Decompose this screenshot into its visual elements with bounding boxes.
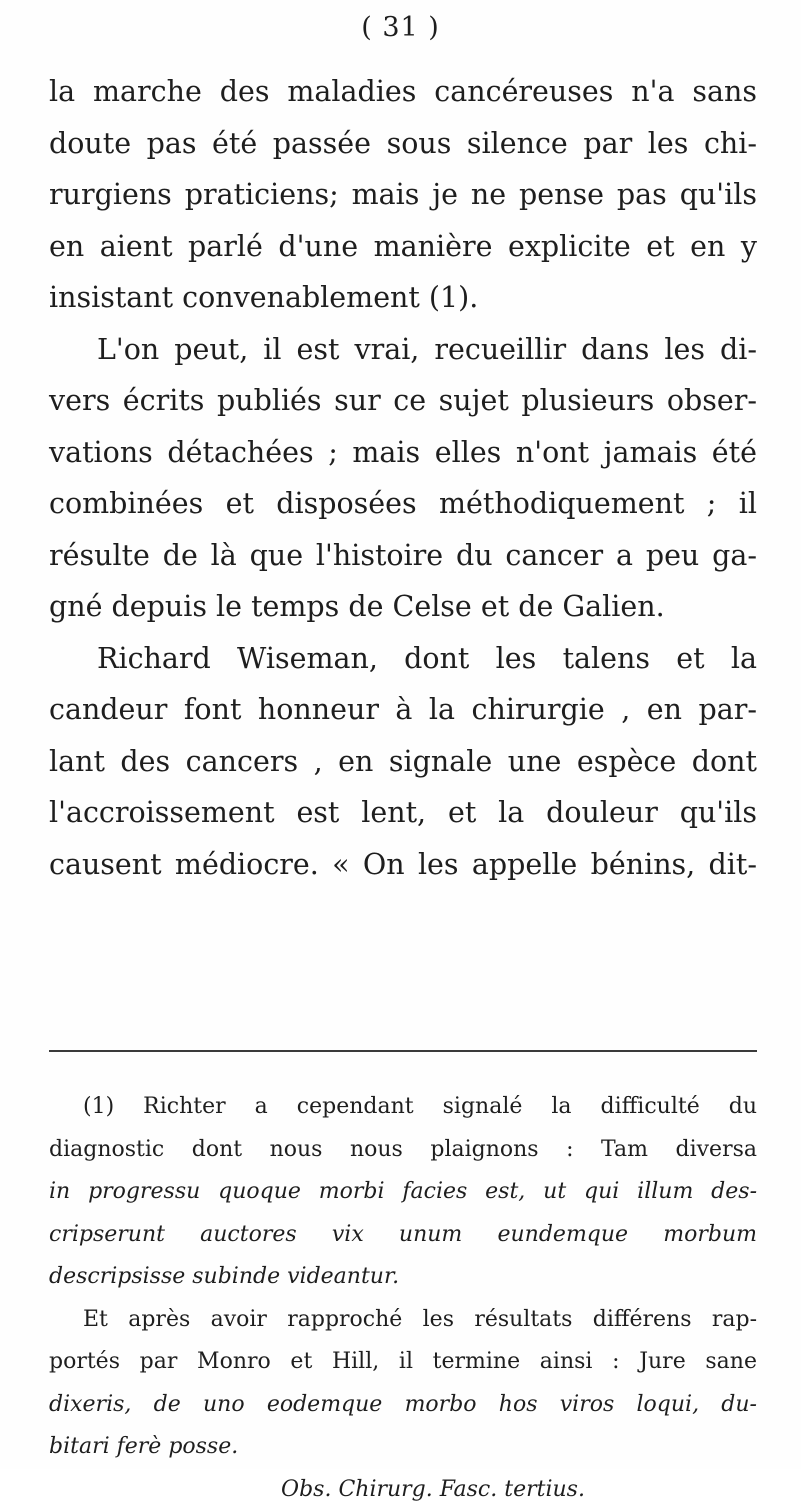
footnote <box>49 1086 757 1511</box>
body-line: lant des cancers , en signale une espèce dont <box>49 736 757 788</box>
body-line-wiseman: Richard Wiseman, dont les talens et la <box>49 633 757 685</box>
body-line: la marche des maladies cancéreuses n'a sans <box>49 66 757 118</box>
body-line: l'accroissement est lent, et la douleur qu'ils <box>49 787 757 839</box>
footnote-line: (1) Richter a cependant signalé la difficulté du <box>49 1086 757 1129</box>
body-line: candeur font honneur à la chirurgie , en par- <box>49 684 757 736</box>
footnote-line: bitari ferè posse. <box>49 1426 757 1469</box>
footnote-line: descripsisse subinde videantur. <box>49 1256 757 1299</box>
body-line: résulte de là que l'histoire du cancer a peu ga- <box>49 530 757 582</box>
footnote-line: Et après avoir rapproché les résultats différens rap- <box>49 1299 757 1342</box>
body-line: rurgiens praticiens; mais je ne pense pas qu'ils <box>49 169 757 221</box>
body-line: vations détachées ; mais elles n'ont jamais été <box>49 427 757 479</box>
footnote-line: in progressu quoque morbi facies est, ut qui illum des- <box>49 1171 757 1214</box>
body-line: combinées et disposées méthodiquement ; il <box>49 478 757 530</box>
page-number: ( 31 ) <box>0 12 801 43</box>
body-line: en aient parlé d'une manière explicite et en y <box>49 221 757 273</box>
footnote-line: dixeris, de uno eodemque morbo hos viros loqui, du- <box>49 1384 757 1427</box>
footnote-line: diagnostic dont nous nous plaignons : Tam diversa <box>49 1129 757 1172</box>
body-line: L'on peut, il est vrai, recueillir dans les di- <box>49 324 757 376</box>
footnote-separator <box>49 1050 757 1052</box>
footnote-citation: Obs. Chirurg. Fasc. tertius. <box>49 1469 757 1511</box>
body-line: vers écrits publiés sur ce sujet plusieurs obser- <box>49 375 757 427</box>
body-line: insistant convenablement (1). <box>49 272 757 324</box>
body-line: gné depuis le temps de Celse et de Galien. <box>49 581 757 633</box>
footnote-line: cripserunt auctores vix unum eundemque morbum <box>49 1214 757 1257</box>
body-text <box>49 66 757 890</box>
body-line: causent médiocre. « On les appelle bénins, dit- <box>49 839 757 891</box>
footnote-line: portés par Monro et Hill, il termine ainsi : Jure sane <box>49 1341 757 1384</box>
body-line: doute pas été passée sous silence par les chi- <box>49 118 757 170</box>
